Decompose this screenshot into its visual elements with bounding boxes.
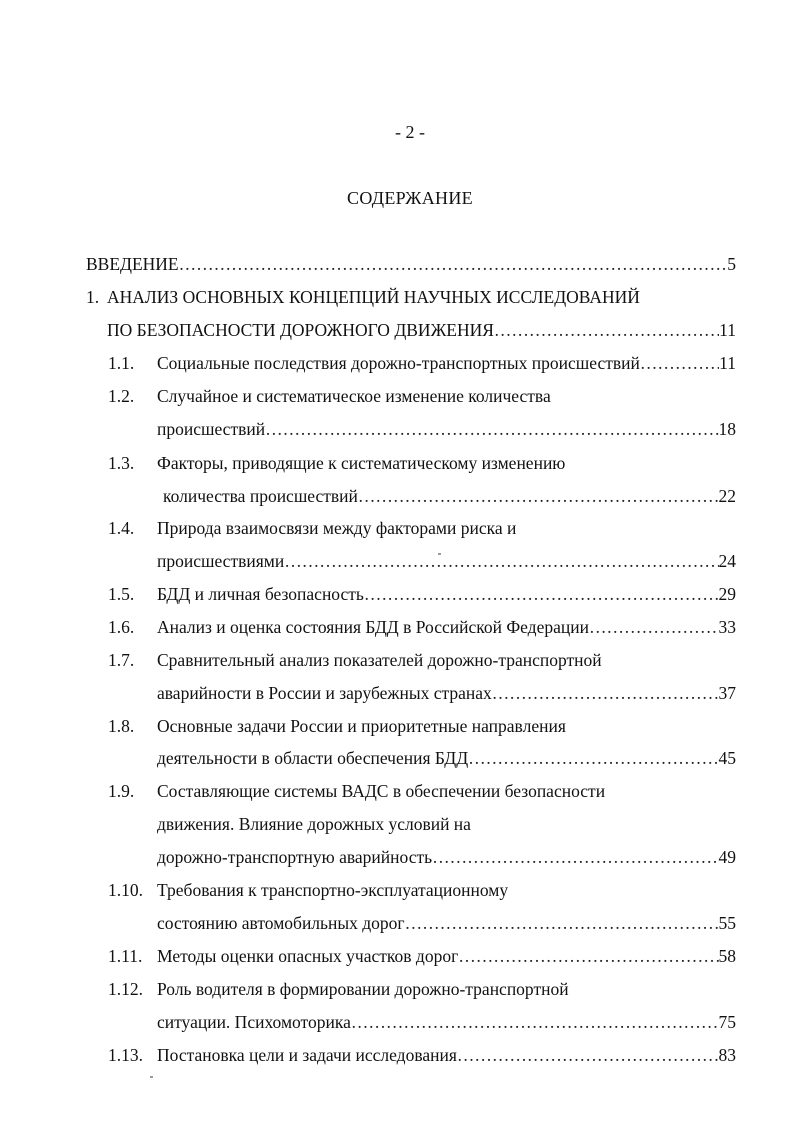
section-title: дорожно-транспортную аварийность — [157, 847, 433, 867]
section-title: Роль водителя в формировании дорожно-транспортной — [157, 979, 569, 999]
toc-entry-line — [157, 1043, 736, 1067]
section-number: 1.11. — [108, 946, 143, 966]
toc-page-number: 5 — [727, 254, 736, 274]
toc-entry-line-final — [157, 681, 736, 705]
dot-leader — [358, 484, 719, 508]
chapter-title-line-2: ПО БЕЗОПАСНОСТИ ДОРОЖНОГО ДВИЖЕНИЯ — [107, 320, 494, 340]
section-number: 1.12. — [108, 979, 143, 999]
toc-heading: СОДЕРЖАНИЕ — [347, 188, 473, 208]
toc-entry-line — [157, 516, 736, 540]
dot-leader — [589, 615, 719, 639]
toc-entry-line — [157, 615, 736, 639]
dot-leader — [458, 944, 718, 968]
toc-entry-line — [157, 384, 736, 408]
toc-page-number: 49 — [718, 847, 736, 867]
toc-entry-line — [157, 582, 736, 606]
toc-entry-line — [157, 779, 736, 803]
toc-entry-line-final — [157, 746, 736, 770]
toc-entry-line — [157, 351, 736, 375]
page-number: - 2 - — [395, 122, 425, 142]
toc-entry-line-final — [157, 911, 736, 935]
section-title: деятельности в области обеспечения БДД — [157, 748, 469, 768]
section-title: происшествиями — [157, 551, 285, 571]
section-title: Факторы, приводящие к систематическому изменению — [157, 453, 566, 473]
section-title: Социальные последствия дорожно-транспортных происшествий — [157, 353, 640, 373]
dot-leader — [432, 845, 718, 869]
toc-page-number: 83 — [718, 1045, 736, 1065]
dot-leader — [265, 417, 718, 441]
toc-page-number: 37 — [718, 683, 736, 703]
section-number: 1.13. — [108, 1045, 143, 1065]
toc-page-number: 18 — [718, 419, 736, 439]
toc-entry-line — [157, 944, 736, 968]
dot-leader — [284, 549, 718, 573]
toc-entry-line — [157, 812, 736, 836]
dot-leader — [494, 318, 719, 342]
section-title: количества происшествий — [163, 486, 358, 506]
toc-entry-line — [157, 878, 736, 902]
section-number: 1.5. — [108, 584, 135, 604]
toc-entry-line — [157, 977, 736, 1001]
toc-entry-intro — [86, 252, 736, 276]
section-title: аварийности в России и зарубежных странах — [157, 683, 492, 703]
toc-entry-title: ВВЕДЕНИЕ — [86, 254, 179, 274]
toc-entry-line — [157, 451, 736, 475]
section-title: Сравнительный анализ показателей дорожно-транспортной — [157, 650, 602, 670]
chapter-title-line-1: АНАЛИЗ ОСНОВНЫХ КОНЦЕПЦИЙ НАУЧНЫХ ИССЛЕДОВАНИЙ — [107, 287, 640, 307]
scan-speck — [438, 553, 441, 555]
section-number: 1.7. — [108, 650, 135, 670]
section-number: 1.6. — [108, 617, 135, 637]
section-title: ситуации. Психомоторика — [157, 1012, 351, 1032]
section-title: происшествий — [157, 419, 266, 439]
section-number: 1.8. — [108, 716, 135, 736]
section-number: 1.1. — [108, 353, 135, 373]
dot-leader — [457, 1043, 719, 1067]
chapter-number: 1. — [86, 287, 100, 307]
toc-entry-line-final — [157, 1010, 736, 1034]
toc-page-number: 45 — [718, 748, 736, 768]
toc-page-number: 55 — [718, 913, 736, 933]
toc-page-number: 33 — [718, 617, 736, 637]
toc-page-number: 75 — [718, 1012, 736, 1032]
section-title: БДД и личная безопасность — [157, 584, 364, 604]
section-number: 1.2. — [108, 386, 135, 406]
toc-page-number: 11 — [719, 320, 736, 340]
section-title: Случайное и систематическое изменение количества — [157, 386, 551, 406]
toc-entry-line-final — [157, 549, 736, 573]
section-title: движения. Влияние дорожных условий на — [157, 814, 471, 834]
section-title: Основные задачи России и приоритетные направления — [157, 716, 566, 736]
scan-speck — [150, 1076, 153, 1078]
dot-leader — [179, 252, 728, 276]
section-title: Анализ и оценка состояния БДД в Российской Федерации — [157, 617, 589, 637]
dot-leader — [351, 1010, 719, 1034]
section-number: 1.3. — [108, 453, 135, 473]
toc-entry-line-final — [163, 484, 736, 508]
toc-entry-line-final — [157, 417, 736, 441]
dot-leader — [640, 351, 719, 375]
section-title: Составляющие системы ВАДС в обеспечении безопасности — [157, 781, 606, 801]
section-title: состоянию автомобильных дорог — [157, 913, 405, 933]
toc-page-number: 29 — [718, 584, 736, 604]
toc-page-number: 22 — [718, 486, 736, 506]
dot-leader — [364, 582, 719, 606]
toc-entry-line — [157, 714, 736, 738]
section-title: Природа взаимосвязи между факторами риска и — [157, 518, 517, 538]
section-title: Методы оценки опасных участков дорог — [157, 946, 459, 966]
section-number: 1.10. — [108, 880, 143, 900]
section-title: Постановка цели и задачи исследования — [157, 1045, 457, 1065]
section-number: 1.4. — [108, 518, 135, 538]
toc-page-number: 11 — [719, 353, 736, 373]
dot-leader — [492, 681, 719, 705]
toc-entry-line — [157, 648, 736, 672]
dot-leader — [468, 746, 718, 770]
section-number: 1.9. — [108, 781, 135, 801]
dot-leader — [405, 911, 719, 935]
toc-page-number: 24 — [718, 551, 736, 571]
toc-page-number: 58 — [718, 946, 736, 966]
section-title: Требования к транспортно-эксплуатационному — [157, 880, 509, 900]
toc-entry-line-final — [157, 845, 736, 869]
toc-chapter-line — [107, 285, 707, 309]
toc-chapter-line-final — [107, 318, 736, 342]
